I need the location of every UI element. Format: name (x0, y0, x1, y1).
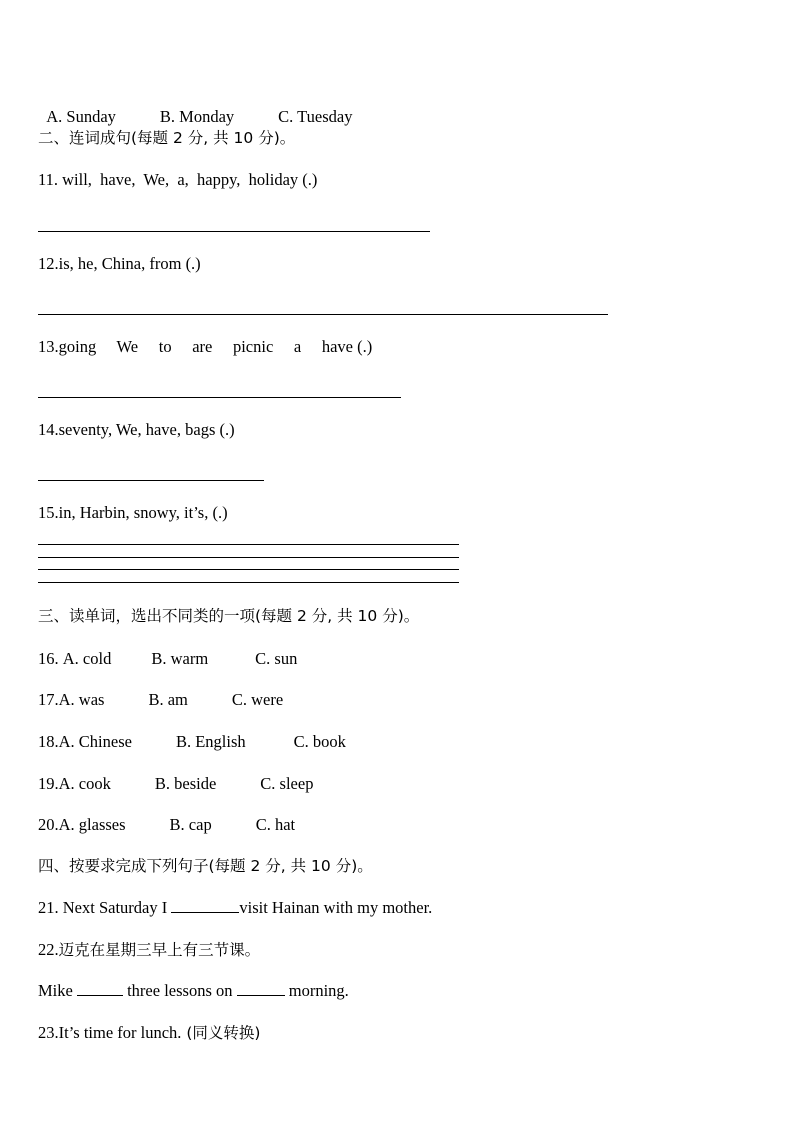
question-18: 18.A. Chinese B. English C. book (38, 732, 346, 751)
q19-option-c: C. sleep (260, 774, 314, 793)
question-20: 20.A. glasses B. cap C. hat (38, 815, 296, 834)
q17-option-c: C. were (231, 690, 284, 709)
answer-line-13[interactable] (38, 397, 401, 398)
section4-heading: 四、按要求完成下列句子(每题 2 分, 共 10 分)。 (38, 857, 373, 875)
question-11: 11. will, have, We, a, happy, holiday (.) (38, 170, 318, 189)
q19-option-a: A. cook (58, 774, 111, 793)
q22-blank-1[interactable] (77, 981, 123, 996)
q18-option-c: C. book (293, 732, 346, 751)
question-15: 15.in, Harbin, snowy, it’s, (.) (38, 503, 228, 522)
q21-blank[interactable] (171, 898, 239, 913)
q10-options (38, 87, 352, 127)
q16-option-a: A. cold (62, 649, 112, 668)
question-12: 12.is, he, China, from (.) (38, 254, 201, 273)
q22-blank-2[interactable] (237, 981, 285, 996)
question-17: 17.A. was B. am C. were (38, 690, 284, 709)
answer-line-12[interactable] (38, 314, 608, 315)
answer-line-15c[interactable] (38, 569, 459, 570)
q20-option-a: A. glasses (58, 815, 126, 834)
q18-option-b: B. English (175, 732, 246, 751)
q19-option-b: B. beside (154, 774, 217, 793)
q20-option-b: B. cap (169, 815, 212, 834)
section3-heading: 三、读单词，选出不同类的一项(每题 2 分, 共 10 分)。 (38, 607, 420, 625)
q10-option-b: B. Monday (159, 107, 235, 126)
question-23: 23.It’s time for lunch. (同义转换) (38, 1023, 261, 1042)
question-16: 16. A. cold B. warm C. sun (38, 649, 298, 668)
question-22: 22.迈克在星期三早上有三节课。 (38, 940, 261, 959)
q17-option-a: A. was (58, 690, 105, 709)
q16-option-c: C. sun (255, 649, 298, 668)
question-19: 19.A. cook B. beside C. sleep (38, 774, 314, 793)
question-14: 14.seventy, We, have, bags (.) (38, 420, 235, 439)
question-22-answer: Mike three lessons on morning. (38, 981, 349, 1000)
q16-option-b: B. warm (151, 649, 209, 668)
answer-line-11[interactable] (38, 231, 430, 232)
question-21: 21. Next Saturday I visit Hainan with my mother. (38, 898, 433, 917)
question-13: 13.going We to are picnic a have (.) (38, 337, 373, 356)
q18-option-a: A. Chinese (58, 732, 132, 751)
section2-heading: 二、连词成句(每题 2 分, 共 10 分)。 (38, 129, 296, 147)
answer-line-15b[interactable] (38, 557, 459, 558)
answer-line-15a[interactable] (38, 544, 459, 545)
q10-option-c: C. Tuesday (278, 107, 353, 126)
q20-option-c: C. hat (255, 815, 296, 834)
answer-line-14[interactable] (38, 480, 264, 481)
q10-option-a: A. Sunday (46, 107, 116, 126)
answer-line-15d[interactable] (38, 582, 459, 583)
q17-option-b: B. am (148, 690, 188, 709)
